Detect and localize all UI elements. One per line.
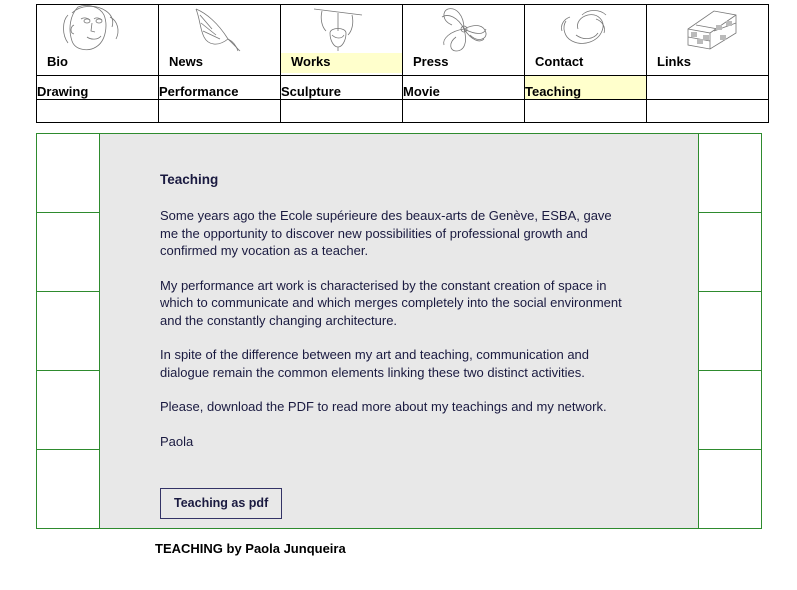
grid-row — [37, 450, 100, 529]
grid-row — [37, 371, 100, 450]
subnav-item-movie[interactable]: Movie — [403, 76, 525, 100]
grid-row — [37, 134, 100, 213]
content-inner — [100, 134, 698, 519]
content-paragraph: Some years ago the Ecole supérieure des beaux-arts de Genève, ESBA, gave me the opportunity to discover new possibilities of professional growth and confirmed my vocation as a teacher. — [160, 208, 612, 258]
grid-cell — [37, 213, 100, 292]
nav-item-label: Press — [413, 54, 449, 69]
grid-cell — [37, 134, 100, 213]
nav-item-label: Contact — [535, 54, 584, 69]
nav-row — [37, 5, 769, 76]
grid-row — [37, 213, 100, 292]
grid-cell — [37, 371, 100, 450]
grid-cell — [699, 213, 762, 292]
nav-item-label: Links — [657, 54, 691, 69]
content-signature: Paola — [160, 433, 194, 449]
nav-item-works[interactable] — [281, 5, 403, 76]
subnav-spacer-row — [37, 100, 769, 123]
nav-item-press[interactable] — [403, 5, 525, 76]
stacked-books-sketch-icon — [647, 5, 768, 53]
grid-cell — [37, 292, 100, 371]
content-paragraph: In spite of the difference between my art and teaching, communication and dialogue remain the common elements linking these two distinct activities. — [160, 347, 590, 380]
feather-sketch-icon — [159, 5, 280, 53]
subnav-item-performance[interactable]: Performance — [159, 76, 281, 100]
subnav-item-teaching[interactable]: Teaching — [525, 76, 647, 100]
right-decorative-grid — [698, 133, 762, 529]
main-navigation — [36, 4, 769, 123]
content-paragraph: My performance art work is characterised by the constant creation of space in which to communicate and which merges completely into the social environment and the constantly changing architecture. — [160, 277, 622, 328]
lamp-sketch-icon — [281, 5, 402, 53]
pinwheel-sketch-icon — [403, 5, 524, 53]
subnav-row — [37, 76, 769, 100]
grid-cell — [699, 134, 762, 213]
grid-row — [699, 371, 762, 450]
grid-row — [699, 134, 762, 213]
page-title: Teaching — [160, 172, 219, 187]
nav-item-contact[interactable] — [525, 5, 647, 76]
grid-row — [37, 292, 100, 371]
footer-caption: TEACHING by Paola Junqueira — [155, 541, 346, 556]
portrait-sketch-icon — [37, 5, 158, 53]
spacer-cell — [403, 100, 525, 123]
nav-item-bio[interactable] — [37, 5, 159, 76]
grid-row — [699, 450, 762, 529]
nav-item-label: Works — [281, 53, 402, 73]
subnav-item-empty — [647, 76, 769, 100]
megaphone-sketch-icon — [525, 5, 646, 53]
subnav-item-sculpture[interactable]: Sculpture — [281, 76, 403, 100]
grid-cell — [37, 450, 100, 529]
grid-cell — [699, 371, 762, 450]
spacer-cell — [647, 100, 769, 123]
nav-item-links[interactable] — [647, 5, 769, 76]
spacer-cell — [37, 100, 159, 123]
grid-row — [699, 213, 762, 292]
grid-row — [699, 292, 762, 371]
content-paragraph: Please, download the PDF to read more about my teachings and my network. — [160, 399, 607, 414]
nav-item-news[interactable] — [159, 5, 281, 76]
nav-item-label: News — [169, 54, 203, 69]
content-panel — [99, 133, 699, 529]
spacer-cell — [281, 100, 403, 123]
spacer-cell — [159, 100, 281, 123]
grid-cell — [699, 450, 762, 529]
nav-item-label: Bio — [47, 54, 68, 69]
spacer-cell — [525, 100, 647, 123]
grid-cell — [699, 292, 762, 371]
subnav-item-drawing[interactable]: Drawing — [37, 76, 159, 100]
teaching-pdf-button[interactable]: Teaching as pdf — [160, 488, 282, 519]
left-decorative-grid — [36, 133, 100, 529]
